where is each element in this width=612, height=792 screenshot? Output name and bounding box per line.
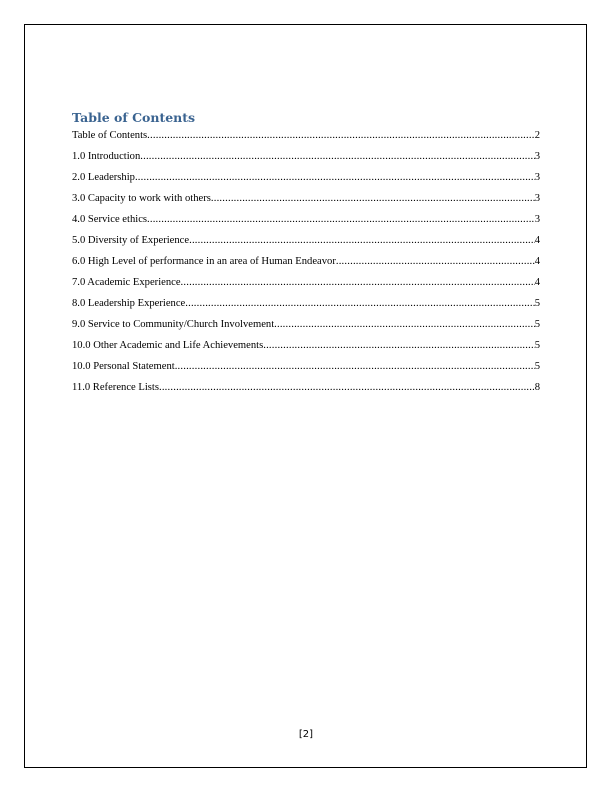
toc-entry[interactable]	[72, 340, 540, 361]
toc-entry-page: 2	[534, 130, 540, 141]
toc-entry-label: 3.0 Capacity to work with others	[72, 193, 211, 204]
toc-entry[interactable]	[72, 235, 540, 256]
toc-entry-label: Table of Contents	[72, 130, 148, 141]
toc-dot-leader	[159, 382, 535, 393]
toc-dot-leader	[274, 319, 535, 330]
toc-dot-leader	[140, 151, 534, 162]
toc-entry-label: 10.0 Other Academic and Life Achievements	[72, 340, 264, 351]
toc-entry[interactable]	[72, 382, 540, 403]
toc-entry-page: 5	[534, 361, 540, 372]
toc-entry-page: 4	[534, 235, 540, 246]
toc-entry-label: 10.0 Personal Statement	[72, 361, 175, 372]
toc-entry-label: 6.0 High Level of performance in an area of Human Endeavor	[72, 256, 336, 267]
toc-entry-page: 5	[534, 319, 540, 330]
toc-dot-leader	[147, 130, 535, 141]
toc-entry-label: 8.0 Leadership Experience	[72, 298, 186, 309]
toc-entry-label: 1.0 Introduction	[72, 151, 141, 162]
toc-entry[interactable]	[72, 130, 540, 151]
toc-entry-page: 3	[534, 172, 540, 183]
toc-dot-leader	[189, 235, 535, 246]
toc-list	[72, 130, 540, 403]
toc-entry-label: 11.0 Reference Lists	[72, 382, 159, 393]
toc-entry[interactable]	[72, 361, 540, 382]
toc-entry[interactable]	[72, 256, 540, 277]
toc-dot-leader	[135, 172, 535, 183]
toc-entry[interactable]	[72, 172, 540, 193]
toc-dot-leader	[181, 277, 535, 288]
toc-dot-leader	[175, 361, 535, 372]
toc-entry-label: 7.0 Academic Experience	[72, 277, 181, 288]
toc-entry[interactable]	[72, 277, 540, 298]
toc-entry-page: 8	[534, 382, 540, 393]
toc-entry-label: 9.0 Service to Community/Church Involvement	[72, 319, 275, 330]
toc-entry[interactable]	[72, 151, 540, 172]
toc-entry[interactable]	[72, 298, 540, 319]
toc-dot-leader	[263, 340, 534, 351]
page-number: [2]	[298, 729, 314, 740]
toc-entry[interactable]	[72, 319, 540, 340]
toc-dot-leader	[211, 193, 535, 204]
toc-entry-page: 5	[534, 340, 540, 351]
toc-entry-page: 4	[534, 256, 540, 267]
toc-entry[interactable]	[72, 214, 540, 235]
toc-entry-page: 3	[534, 214, 540, 225]
toc-entry-label: 2.0 Leadership	[72, 172, 135, 183]
toc-entry-page: 3	[534, 151, 540, 162]
toc-entry-page: 3	[534, 193, 540, 204]
toc-dot-leader	[147, 214, 535, 225]
toc-entry-page: 4	[534, 277, 540, 288]
toc-entry-label: 4.0 Service ethics	[72, 214, 148, 225]
toc-entry[interactable]	[72, 193, 540, 214]
toc-entry-page: 5	[534, 298, 540, 309]
toc-dot-leader	[185, 298, 534, 309]
toc-entry-label: 5.0 Diversity of Experience	[72, 235, 190, 246]
toc-dot-leader	[336, 256, 535, 267]
toc-heading: Table of Contents	[72, 110, 196, 125]
